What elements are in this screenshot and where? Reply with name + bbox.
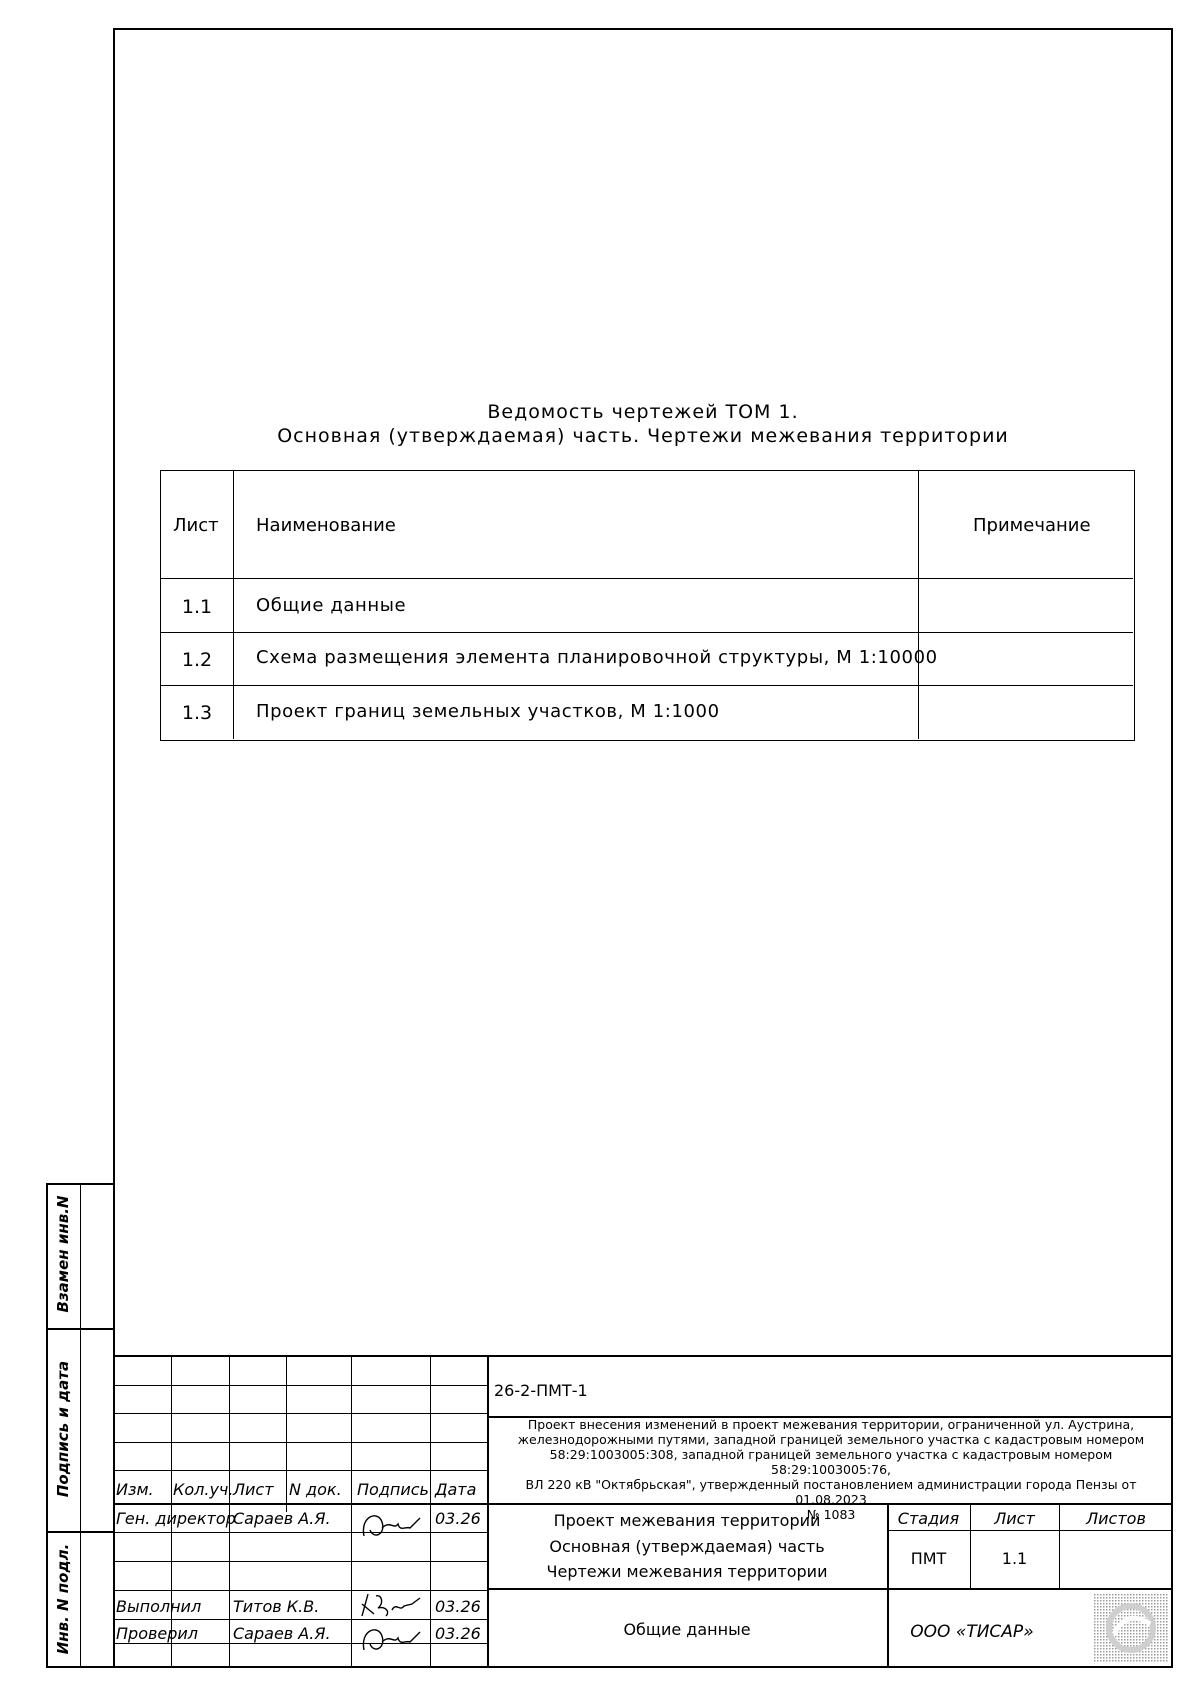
signature-1-image xyxy=(356,1506,426,1546)
side-sign-date-label: Подпись и дата xyxy=(54,1360,72,1498)
person-1-role: Ген. директор xyxy=(116,1509,236,1528)
stage-label: Стадия xyxy=(897,1509,960,1528)
row-1-name: Общие данные xyxy=(256,595,407,616)
person-3-name: Сараев А.Я. xyxy=(233,1624,331,1643)
stage-value: ПМТ xyxy=(910,1549,947,1568)
stamp-header-sign: Подпись xyxy=(357,1480,429,1499)
person-2-role: Выполнил xyxy=(116,1597,202,1616)
row-3-name: Проект границ земельных участков, М 1:1000 xyxy=(256,701,720,722)
sheet-label: Лист xyxy=(994,1509,1035,1528)
stamp-header-izm: Изм. xyxy=(116,1480,154,1499)
person-3-date: 03.26 xyxy=(435,1624,481,1643)
signature-2-image xyxy=(356,1590,426,1622)
company-name: ООО «ТИСАР» xyxy=(910,1622,1034,1642)
header-sheet: Лист xyxy=(173,515,219,536)
side-replace-label: Взамен инв.N xyxy=(54,1195,72,1313)
project-name-line-2: Основная (утверждаемая) часть xyxy=(549,1537,825,1556)
drawing-list-title: Ведомость чертежей ТОМ 1. xyxy=(487,401,799,423)
sheet-value: 1.1 xyxy=(1001,1549,1028,1568)
row-2-sheet: 1.2 xyxy=(181,649,213,671)
drawings-table xyxy=(160,470,1135,741)
header-name: Наименование xyxy=(256,515,396,536)
sheets-label: Листов xyxy=(1086,1509,1146,1528)
row-2-name: Схема размещения элемента планировочной структуры, М 1:10000 xyxy=(256,647,938,668)
person-3-role: Проверил xyxy=(116,1624,199,1643)
header-note: Примечание xyxy=(973,515,1091,536)
company-logo-image xyxy=(1094,1594,1168,1662)
person-2-name: Титов К.В. xyxy=(233,1597,320,1616)
project-description: Проект внесения изменений в проект межевания территории, ограниченной ул. Аустрина, железнодорожными путями, западной границей земельного участка с кадастровым номером 58:29:1003005:308, западной границей земельного участка с кадастровым номером 58:29:1003005:76, ВЛ 220 кВ "Октябрьская", утвержденный постановлением администрации города Пензы от 01.08.2023 № 1083 xyxy=(517,1417,1145,1522)
person-2-date: 03.26 xyxy=(435,1597,481,1616)
sheet-name: Общие данные xyxy=(623,1620,751,1639)
row-1-sheet: 1.1 xyxy=(181,596,213,618)
person-1-date: 03.26 xyxy=(435,1509,481,1528)
project-name-line-1: Проект межевания территории xyxy=(553,1511,821,1530)
signature-3-image xyxy=(356,1620,426,1660)
stamp-header-ndoc: N док. xyxy=(289,1480,342,1499)
drawing-list-subtitle: Основная (утверждаемая) часть. Чертежи межевания территории xyxy=(277,425,1009,447)
project-name-line-3: Чертежи межевания территории xyxy=(546,1562,828,1581)
stamp-header-date: Дата xyxy=(435,1480,477,1499)
person-1-name: Сараев А.Я. xyxy=(233,1509,331,1528)
document-code: 26-2-ПМТ-1 xyxy=(494,1381,588,1400)
stamp-header-list: Лист xyxy=(233,1480,274,1499)
stamp-header-kol: Кол.уч. xyxy=(173,1480,234,1499)
row-3-sheet: 1.3 xyxy=(181,702,213,724)
side-inv-label: Инв. N подл. xyxy=(54,1543,72,1655)
